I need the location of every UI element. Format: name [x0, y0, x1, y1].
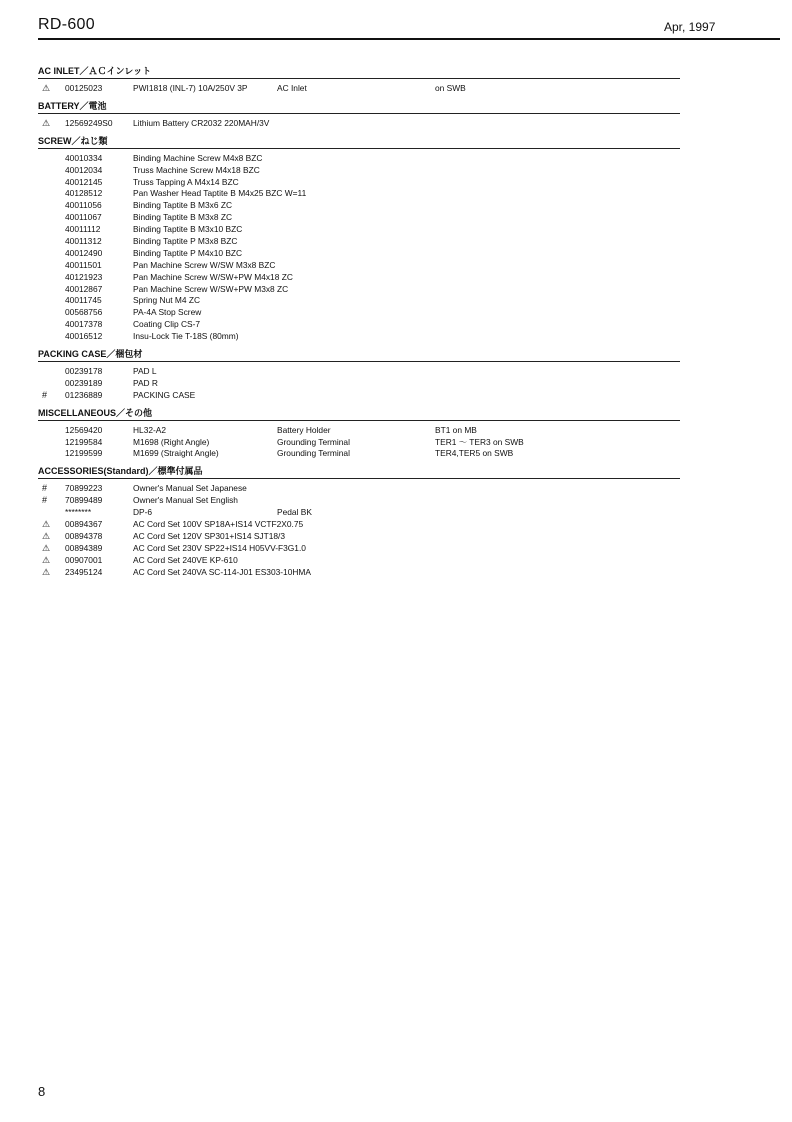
- part-row: [38, 165, 680, 177]
- safety-warning-icon: ⚠: [42, 554, 51, 565]
- part-number: 12569420: [65, 424, 103, 435]
- part-description: HL32-A2: [133, 424, 167, 435]
- part-number: 40011745: [65, 295, 102, 306]
- part-description: AC Cord Set 240VA SC-114-J01 ES303-10HMA: [133, 566, 311, 577]
- part-number: 00894367: [65, 519, 103, 530]
- part-description: Binding Taptite B M3x6 ZC: [133, 200, 232, 211]
- part-row: [38, 236, 680, 248]
- part-description: Pan Machine Screw W/SW+PW M4x18 ZC: [133, 271, 293, 282]
- part-function: Pedal BK: [277, 507, 312, 518]
- part-number: 70899489: [65, 495, 103, 506]
- part-number: 40011501: [65, 259, 102, 270]
- part-number: 12199599: [65, 448, 103, 459]
- part-location: on SWB: [435, 83, 466, 93]
- part-description: Lithium Battery CR2032 220MAH/3V: [133, 117, 270, 128]
- part-description: AC Cord Set 120V SP301+IS14 SJT18/3: [133, 530, 286, 541]
- parts-list: [38, 66, 680, 585]
- part-description: Binding Taptite P M3x8 BZC: [133, 236, 238, 247]
- part-description: AC Cord Set 230V SP22+IS14 H05VV-F3G1.0: [133, 542, 306, 553]
- part-description: Pan Machine Screw W/SW M3x8 BZC: [133, 259, 276, 270]
- parts-section: [38, 101, 680, 130]
- part-description: Owner's Manual Set English: [133, 495, 238, 506]
- parts-section: [38, 136, 680, 343]
- part-number: 40012034: [65, 164, 103, 175]
- part-row: [38, 483, 680, 495]
- part-row: [38, 390, 680, 402]
- part-number: 40010334: [65, 152, 103, 163]
- part-function: Battery Holder: [277, 424, 331, 435]
- document-date: Apr, 1997: [664, 20, 716, 34]
- part-row: [38, 378, 680, 390]
- parts-section: [38, 349, 680, 402]
- part-description: PACKING CASE: [133, 389, 196, 400]
- part-location: TER1 ～ TER3 on SWB: [435, 436, 524, 447]
- part-description: Binding Taptite B M3x10 BZC: [133, 224, 243, 235]
- part-row: [38, 307, 680, 319]
- part-number: 00907001: [65, 554, 103, 565]
- part-row: [38, 366, 680, 378]
- safety-warning-icon: ⚠: [42, 542, 51, 553]
- part-description: Truss Machine Screw M4x18 BZC: [133, 164, 260, 175]
- part-mark: #: [42, 389, 48, 400]
- part-row: [38, 555, 680, 567]
- part-number: 01236889: [65, 389, 103, 400]
- part-number: 23495124: [65, 566, 103, 577]
- part-number: 40011312: [65, 236, 102, 247]
- part-row: [38, 212, 680, 224]
- part-row: [38, 284, 680, 296]
- part-mark: #: [42, 495, 48, 506]
- part-number: 40011056: [65, 200, 102, 211]
- part-row: [38, 260, 680, 272]
- safety-warning-icon: ⚠: [42, 566, 51, 577]
- section-title: SCREW／ねじ類: [38, 136, 680, 149]
- part-row: [38, 507, 680, 519]
- part-row: [38, 531, 680, 543]
- part-row: [38, 200, 680, 212]
- part-row: [38, 118, 680, 130]
- part-description: PAD R: [133, 377, 158, 388]
- part-row: [38, 248, 680, 260]
- part-number: 00894389: [65, 542, 103, 553]
- part-row: [38, 519, 680, 531]
- safety-warning-icon: ⚠: [42, 530, 51, 541]
- parts-section: [38, 66, 680, 95]
- part-description: PWI1818 (INL-7) 10A/250V 3P: [133, 83, 248, 93]
- part-function: Grounding Terminal: [277, 448, 350, 459]
- part-description: Binding Taptite P M4x10 BZC: [133, 247, 243, 258]
- part-description: Pan Washer Head Taptite B M4x25 BZC W=11: [133, 188, 307, 199]
- part-row: [38, 188, 680, 200]
- safety-warning-icon: ⚠: [42, 83, 51, 93]
- part-description: AC Cord Set 100V SP18A+IS14 VCTF2X0.75: [133, 519, 304, 530]
- section-title: PACKING CASE／梱包材: [38, 349, 680, 362]
- part-description: PAD L: [133, 366, 157, 377]
- part-description: Pan Machine Screw W/SW+PW M3x8 ZC: [133, 283, 289, 294]
- part-function: AC Inlet: [277, 83, 307, 93]
- part-number: 00894378: [65, 530, 103, 541]
- part-row: [38, 153, 680, 165]
- part-number: 40012145: [65, 176, 103, 187]
- part-row: [38, 425, 680, 437]
- section-title: BATTERY／電池: [38, 101, 680, 114]
- part-row: [38, 319, 680, 331]
- part-number: 40128512: [65, 188, 103, 199]
- part-row: [38, 437, 680, 449]
- model-name: RD-600: [38, 16, 95, 33]
- part-row: [38, 295, 680, 307]
- part-number: 40016512: [65, 331, 103, 342]
- part-number: 40121923: [65, 271, 103, 282]
- part-description: Insu-Lock Tie T-18S (80mm): [133, 331, 239, 342]
- part-description: DP-6: [133, 507, 153, 518]
- part-number: 40012490: [65, 247, 103, 258]
- part-row: [38, 177, 680, 189]
- part-number: 00239178: [65, 366, 103, 377]
- part-description: Binding Taptite B M3x8 ZC: [133, 212, 232, 223]
- part-number: 70899223: [65, 483, 103, 494]
- part-number: 12569249S0: [65, 117, 113, 128]
- part-row: [38, 567, 680, 579]
- safety-warning-icon: ⚠: [42, 519, 51, 530]
- part-number: 40011112: [65, 224, 101, 235]
- parts-section: [38, 408, 680, 461]
- part-location: TER4,TER5 on SWB: [435, 448, 514, 459]
- part-description: PA-4A Stop Screw: [133, 307, 202, 318]
- part-description: M1698 (Right Angle): [133, 436, 210, 447]
- part-number: ********: [65, 507, 92, 518]
- part-number: 00568756: [65, 307, 103, 318]
- part-row: [38, 272, 680, 284]
- part-description: AC Cord Set 240VE KP-610: [133, 554, 238, 565]
- page-number: 8: [38, 1084, 46, 1099]
- part-row: [38, 495, 680, 507]
- part-mark: #: [42, 483, 48, 494]
- section-title: AC INLET／ＡＣインレット: [38, 66, 680, 79]
- section-title: MISCELLANEOUS／その他: [38, 408, 680, 421]
- part-number: 40017378: [65, 319, 103, 330]
- part-description: M1699 (Straight Angle): [133, 448, 219, 459]
- header-divider: [38, 38, 780, 40]
- part-location: BT1 on MB: [435, 424, 477, 435]
- part-row: [38, 543, 680, 555]
- part-row: [38, 331, 680, 343]
- part-number: 40011067: [65, 212, 102, 223]
- part-row: [38, 83, 680, 95]
- part-number: 40012867: [65, 283, 103, 294]
- section-title: ACCESSORIES(Standard)／標準付属品: [38, 466, 680, 479]
- part-function: Grounding Terminal: [277, 436, 350, 447]
- part-description: Truss Tapping A M4x14 BZC: [133, 176, 239, 187]
- part-row: [38, 224, 680, 236]
- part-description: Binding Machine Screw M4x8 BZC: [133, 152, 263, 163]
- part-number: 00239189: [65, 377, 103, 388]
- part-description: Coating Clip CS-7: [133, 319, 201, 330]
- part-number: 00125023: [65, 83, 103, 93]
- part-description: Spring Nut M4 ZC: [133, 295, 201, 306]
- part-description: Owner's Manual Set Japanese: [133, 483, 247, 494]
- parts-section: [38, 466, 680, 578]
- safety-warning-icon: ⚠: [42, 117, 51, 128]
- part-number: 12199584: [65, 436, 103, 447]
- part-row: [38, 448, 680, 460]
